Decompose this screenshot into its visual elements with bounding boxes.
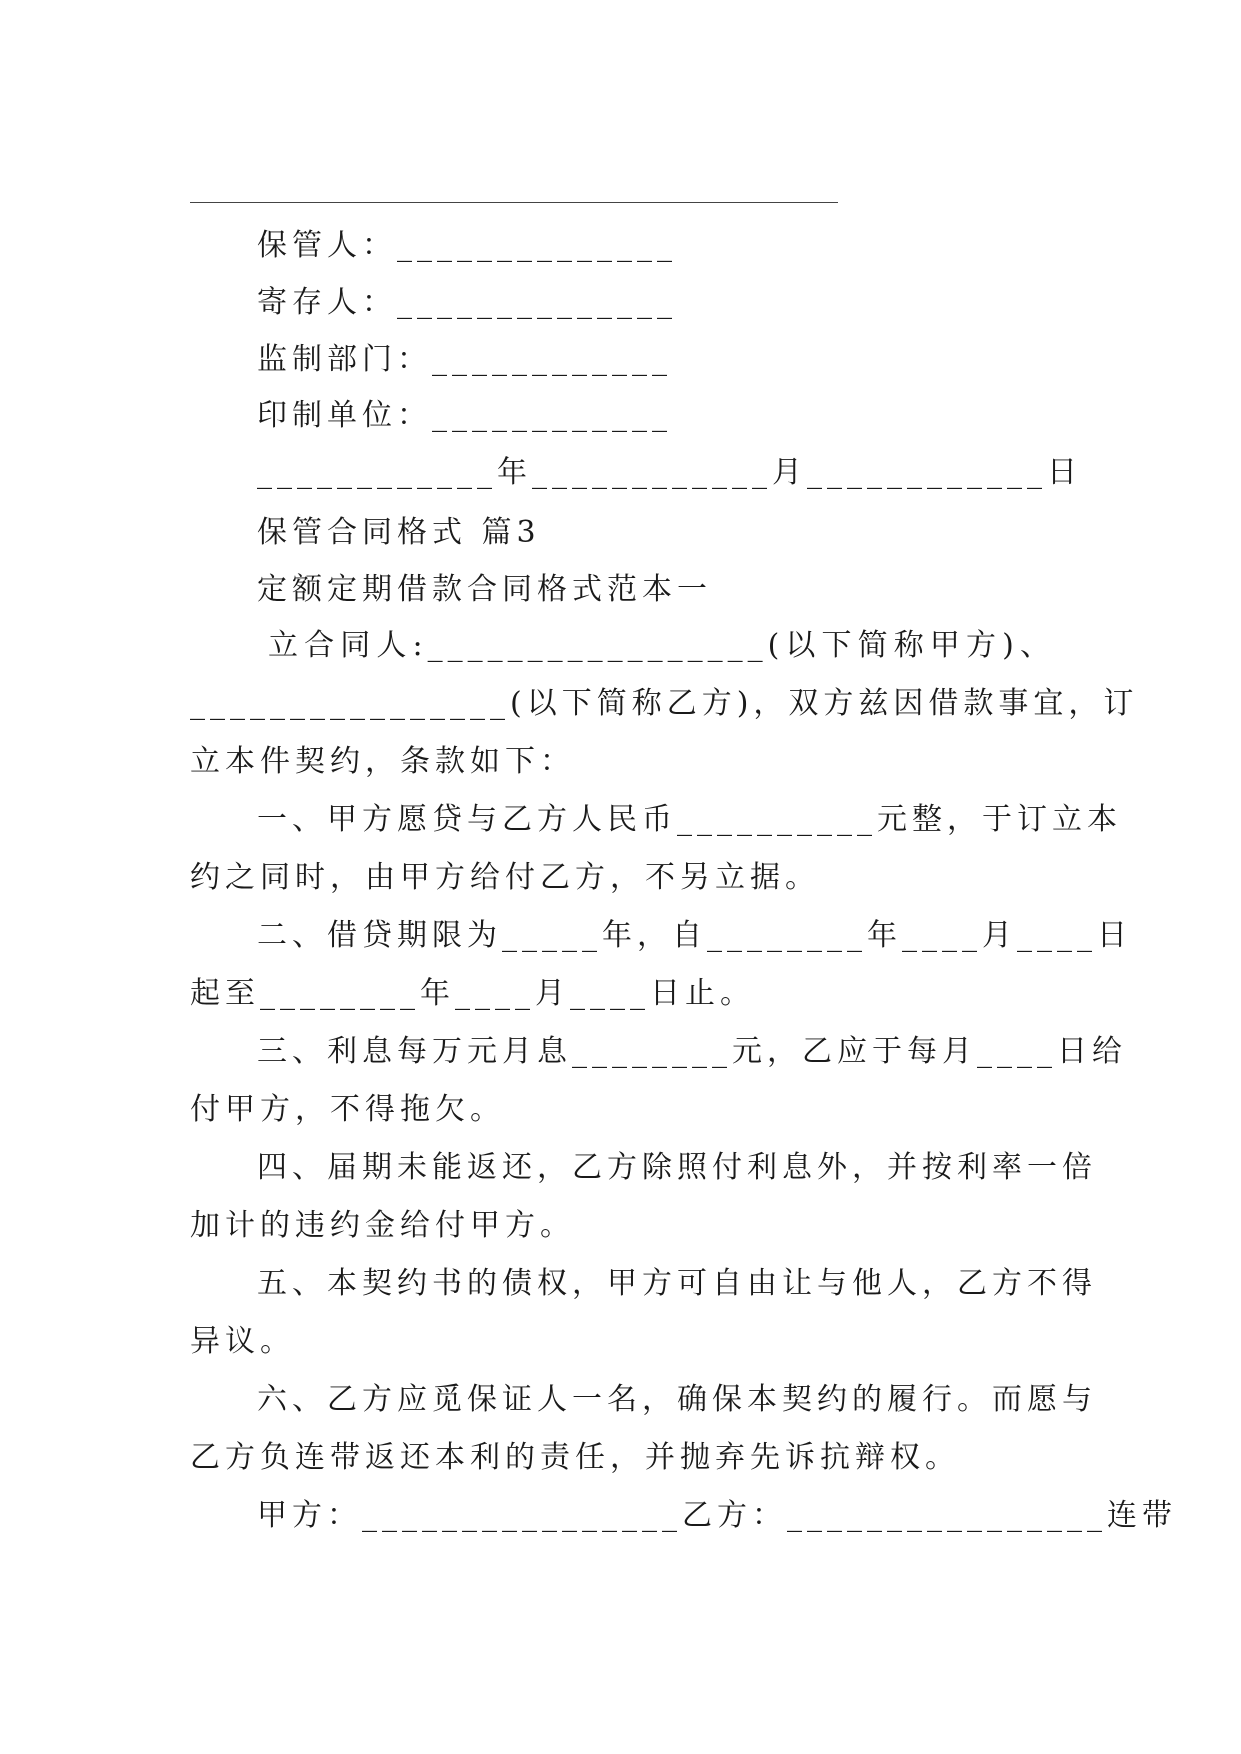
clause-3-line: 付甲方，不得拖欠。 xyxy=(190,1092,505,1127)
section-title: 保管合同格式 篇3 xyxy=(257,515,541,550)
document-title: 定额定期借款合同格式范本一 xyxy=(257,572,712,607)
clause-2-line: 起至________年____月____日止。 xyxy=(190,976,755,1011)
clause-1-line: 一、甲方愿贷与乙方人民币__________元整，于订立本 xyxy=(257,802,1122,837)
clause-6-line: 乙方负连带返还本利的责任，并抛弃先诉抗辩权。 xyxy=(190,1440,960,1475)
clause-1-line: 约之同时，由甲方给付乙方，不另立据。 xyxy=(190,860,820,895)
clause-5-line: 五、本契约书的债权，甲方可自由让与他人，乙方不得 xyxy=(257,1266,1097,1301)
clause-6-line: 六、乙方应觅保证人一名，确保本契约的履行。而愿与 xyxy=(257,1382,1097,1417)
clause-3-line: 三、利息每万元月息________元，乙应于每月____日给 xyxy=(257,1034,1127,1069)
date-line: ____________年____________月____________日 xyxy=(257,455,1082,490)
clause-5-line: 异议。 xyxy=(190,1324,295,1359)
printing-unit-field: 印制单位：____________ xyxy=(257,398,672,433)
body-line: 立合同人:_________________(以下简称甲方)、 xyxy=(268,628,1055,663)
body-line: ________________(以下简称乙方)，双方兹因借款事宜，订 xyxy=(190,686,1139,721)
body-line: 立本件契约，条款如下： xyxy=(190,744,575,779)
signature-line: 甲方：________________乙方：________________连带 xyxy=(257,1498,1177,1533)
custodian-field: 保管人：______________ xyxy=(257,228,677,263)
supervising-dept-field: 监制部门：____________ xyxy=(257,342,672,377)
clause-2-line: 二、借贷期限为_____年，自________年____月____日 xyxy=(257,918,1132,953)
clause-4-line: 四、届期未能返还，乙方除照付利息外，并按利率一倍 xyxy=(257,1150,1097,1185)
top-rule-line xyxy=(190,202,838,203)
depositor-field: 寄存人：______________ xyxy=(257,285,677,320)
clause-4-line: 加计的违约金给付甲方。 xyxy=(190,1208,575,1243)
